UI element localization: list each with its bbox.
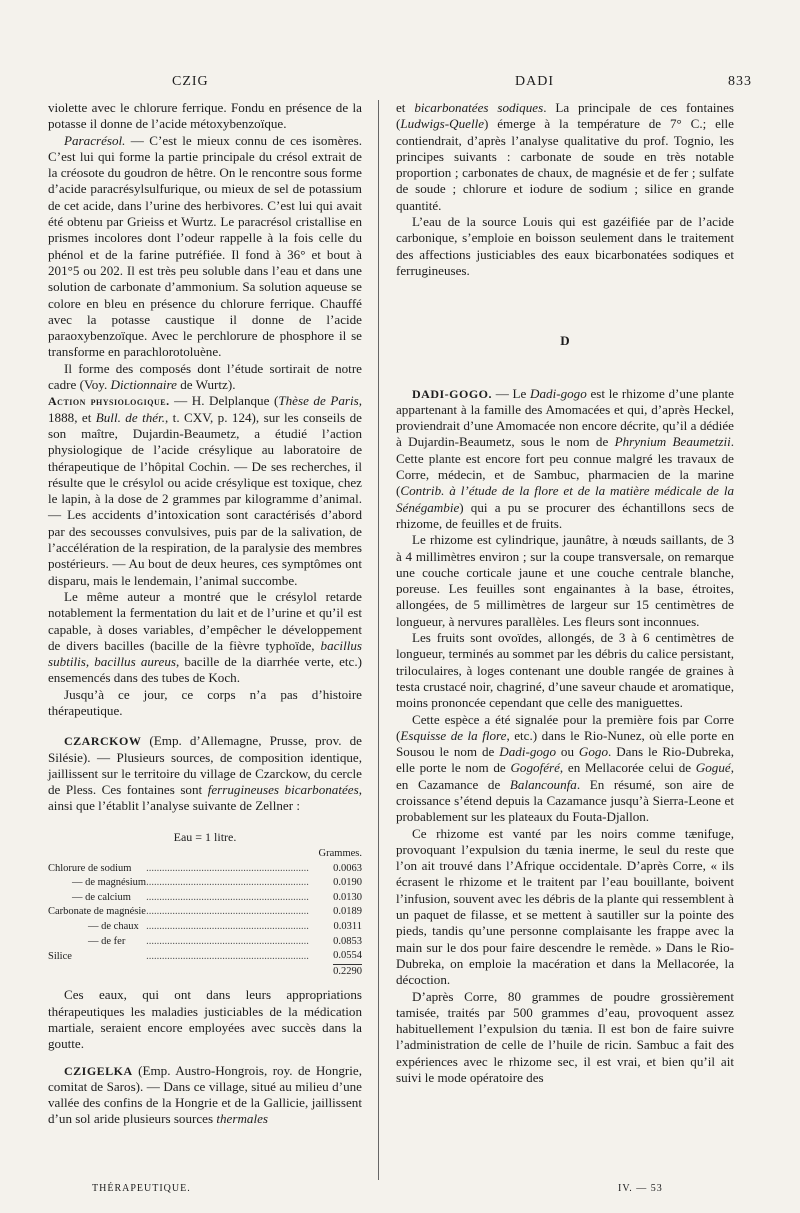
paragraph: DADI-GOGO. — Le Dadi-gogo est le rhizome d’une plante appartenant à la famille des Amomacées et qui, d’après Heckel, proviendrait d’une Amomacée non encore décrite, qu’il a dédiée à Dujardin-Beaumetz, sous le nom de Phrynium Beaumetzii. Cette plante est encore fort peu connue malgré les travaux de Corre, médecin, et de Sambuc, pharmacien de la marine (Contrib. à l’étude de la flore et de la matière médicale de la Sénégambie) qui a pu se procurer des échantillons secs de rhizome, de feuilles et de fruits.: [396, 385, 735, 531]
paragraph: Jusqu’à ce jour, ce corps n’a pas d’histoire thérapeutique.: [48, 686, 362, 718]
paragraph: Cette espèce a été signalée pour la première fois par Corre (Esquisse de la flore, etc.) dans le Rio-Nunez, où elle porte en Sousou le nom de Dadi-gogo ou Gogo. Dans le Rio-Dubreka, elle porte le nom de Gogoféré, en Mellacorée celui de Gogué, en Cazamance de Balancounfa. En résumé, son aire de croissance s’étend depuis la Cazamance jusqu’à Sierra-Leone et probablement sur les plateaux du Fouta-Djallon.: [396, 711, 735, 825]
table-row: — de magnésium .............................................................. 0.0190: [72, 877, 362, 889]
footer-signature: THÉRAPEUTIQUE.: [92, 1183, 191, 1194]
entry-heading: DADI-GOGO.: [412, 386, 492, 401]
table-total-row: 0.2290: [48, 964, 362, 979]
table-row: Silice .............................................................. 0.0554: [48, 950, 362, 962]
composition-table: [48, 847, 362, 979]
table-unit: Grammes.: [318, 848, 362, 860]
paragraph: Ce rhizome est vanté par les noirs comme tænifuge, provoquant l’expulsion du tænia inerme, le seul du reste que l’on ait trouvé dans l’Afrique occidentale. D’après Corre, « ils écrasent le rhizome et le traitent par l’eau bouillante, boivent l’infusion, souvent avec les débris de la plante qui ressemblent à un paquet de filasse, et se mettent à sautiller sur la pointe des pieds, tandis qu’une personne complaisante les frappe avec la main sur le dos pour faire descendre le remède. » Dans le Rio-Dubreka, on emploie la macération et dans la Mellacorée, la décoction.: [396, 825, 734, 988]
paragraph: violette avec le chlorure ferrique. Fondu en présence de la potasse il donne de l’acide métoxybenzoïque.: [48, 100, 362, 132]
table-title: Eau = 1 litre.: [173, 829, 237, 844]
table-row: — de fer .............................................................. 0.0853: [88, 935, 362, 947]
paragraph: Paracrésol. — C’est le mieux connu de ces isomères. C’est lui qui forme la partie principale du crésol extrait de la créosote du goudron de hêtre. On le rencontre sous forme d’acide paracrésylsulfurique, ou mieux de sel de potassium de cet acide, dans l’urine des herbivores. C’est lui qui avait été obtenu par Grieiss et Wurtz. Le paracrésol cristallise en prismes incolores dont l’odeur rappelle à la fois celle du phénol et de la farine putréfiée. Il fond à 36° et bout à 201°5 ou 202. Il est très peu soluble dans l’eau et dans une solution de carbonate d’ammonium. Sa solution aqueuse se colore en bleu en présence du chlorure ferrique. Chauffé avec la potasse caustique il donne de l’acide paraoxybenzoïque. Avec le perchlorure de phosphore il se transforme en parachlorotoluène.: [48, 132, 362, 360]
section-letter: D: [560, 333, 570, 349]
paragraph: Ces eaux, qui ont dans leurs appropriations thérapeutiques les maladies justiciables de la médication martiale, seraient encore employées avec succès dans la goutte.: [48, 987, 362, 1052]
left-column: [48, 100, 362, 1128]
table-row: — de calcium .............................................................. 0.0130: [72, 891, 362, 903]
paragraph: et bicarbonatées sodiques. La principale de ces fontaines (Ludwigs-Quelle) émerge à la température de 7° C.; elle contiendrait, d’après l’analyse qualitative du prof. Tognio, les principes suivants : carbonate de soude en très notable proportion ; carbonates de chaux, de magnésie et de fer ; sulfate de soude ; chlorure et iodure de sodium ; silice en grande quantité.: [396, 100, 734, 213]
right-column: [396, 100, 734, 1086]
paragraph: L’eau de la source Louis qui est gazéifiée par de l’acide carbonique, s’emploie en boisson seulement dans le traitement des affections justiciables des eaux bicarbonatées sodiques et ferrugineuses.: [396, 214, 734, 278]
page-number: 833: [728, 74, 752, 89]
table-row: Chlorure de sodium .............................................................. 0.0063: [48, 862, 362, 874]
paragraph: Le même auteur a montré que le crésylol retarde notablement la fermentation du lait et de l’urine et qu’il est capable, à doses variables, d’empêcher le développement de divers bacilles (bacille de la fièvre typhoïde, bacillus subtilis, bacillus aureus, bacille de la diarrhée verte, etc.) ensemencés dans des tubes de Koch.: [48, 588, 362, 686]
footer-volume: IV. — 53: [618, 1183, 663, 1194]
entry-label: Paracrésol.: [64, 132, 126, 148]
paragraph: Il forme des composés dont l’étude sortirait de notre cadre (Voy. Dictionnaire de Wurtz).: [48, 360, 362, 393]
running-header-right: DADI: [515, 74, 554, 89]
column-divider: [378, 100, 379, 1180]
paragraph: Les fruits sont ovoïdes, allongés, de 3 à 6 centimètres de longueur, terminés au sommet par les débris du calice persistant, triloculaires, à loges contenant une double rangée de graines à testa crustacé noir, chagriné, d’une saveur chaude et aromatique, moins prononcée cependant que celle des maniguettes.: [396, 630, 734, 711]
paragraph: CZARCKOW (Emp. d’Allemagne, Prusse, prov. de Silésie). — Plusieurs sources, de composition identique, jaillissent sur le territoire du village de Czarckow, du cercle de Pless. Ces fontaines sont ferrugineuses bicarbonatées, ainsi que l’établit l’analyse suivante de Zellner :: [48, 733, 362, 814]
paragraph: Le rhizome est cylindrique, jaunâtre, à nœuds saillants, de 3 à 4 millimètres environ ; sur la coupe transversale, on remarque une couche corticale jaune et une couche centrale blanche, poreuse. Les feuilles sont engainantes à la base, étroites, allongées, de 5 millimètres de largeur sur 15 centimètres de longueur, à nervures parallèles. Les fleurs sont inconnues.: [396, 532, 734, 629]
paragraph: D’après Corre, 80 grammes de poudre grossièrement tamisée, traités par 500 grammes d’eau, provoquent assez habituellement l’expulsion du tænia. Il est bon de faire suivre l’administration de celle de l’huile de ricin. Sambuc a fait des expériences avec le rhizome sec, il est vrai, et bien qu’il ait suivi le mode opératoire des: [396, 988, 734, 1086]
paragraph: Action physiologique. — H. Delplanque (Thèse de Paris, 1888, et Bull. de thér., t. CXV, p. 124), sur les conseils de son maître, Dujardin-Beaumetz, a étudié l’action physiologique de l’acide crésylique au laboratoire de thérapeutique de l’hôpital Cochin. — De ses recherches, il résulte que le crésylol ou acide crésylique est toxique, chez le lapin, à la dose de 2 grammes par kilogramme d’animal. — Les accidents d’intoxication sont caractérisés d’abord par des secousses convulsives, puis par de la salivation, de l’accélération de la respiration, de la paralysie des membres postérieurs. — Au bout de deux heures, ces symptômes ont disparu, mais le lendemain, l’animal succombe.: [48, 393, 362, 588]
entry-heading: CZARCKOW: [64, 734, 142, 749]
entry-heading: CZIGELKA: [64, 1063, 133, 1078]
entry-label: Action physiologique.: [48, 394, 170, 409]
running-header-left: CZIG: [172, 74, 209, 89]
table-row: Carbonate de magnésie .............................................................. 0.0189: [48, 906, 362, 918]
table-row: — de chaux .............................................................. 0.0311: [88, 921, 362, 933]
paragraph: CZIGELKA (Emp. Austro-Hongrois, roy. de Hongrie, comitat de Saros). — Dans ce village, situé au milieu d’une vallée des confins de la Hongrie et de la Gallicie, jaillissent d’un sol aride plusieurs sources thermales: [48, 1062, 362, 1127]
